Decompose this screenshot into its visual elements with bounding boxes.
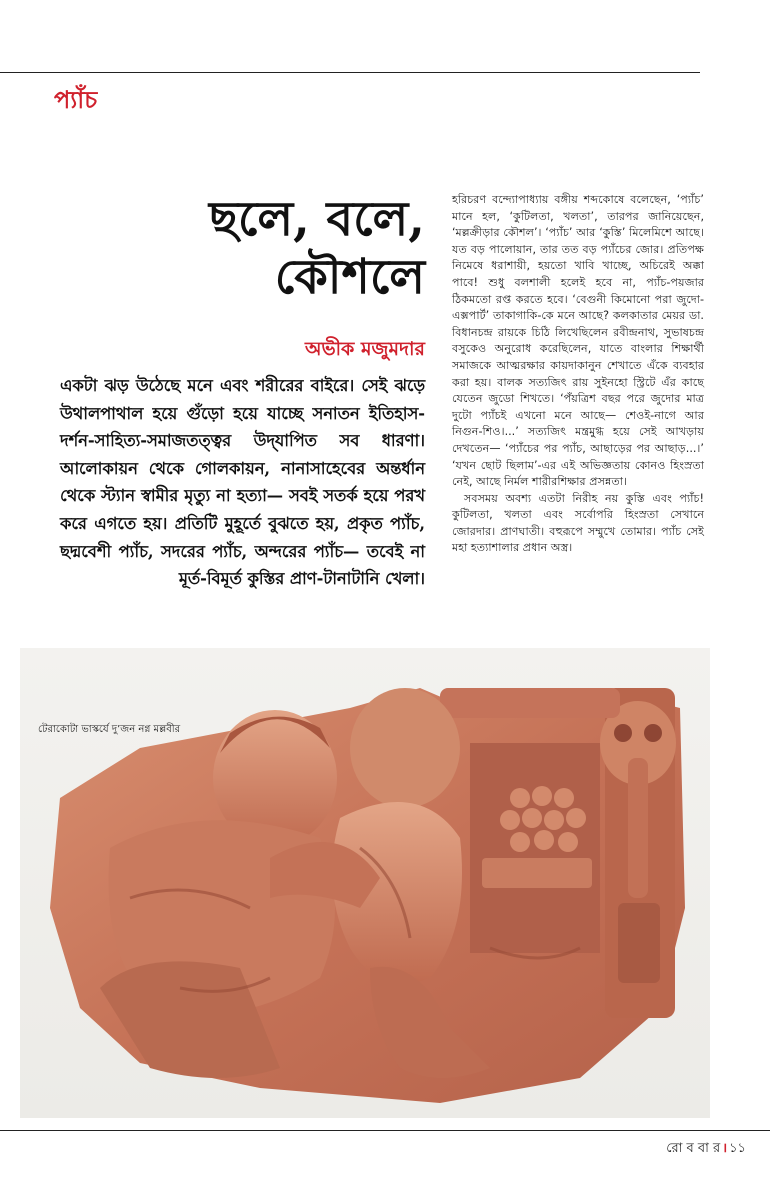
byline: অভীক মজুমদার (305, 338, 425, 360)
photo-caption: টেরাকোটা ভাস্কর্যে দু’জন নগ্ন মল্লবীর (38, 724, 181, 735)
body-paragraph-1: হরিচরণ বন্দ্যোপাধ্যায় বঙ্গীয় শব্দকোষে বলেছেন, ‘প্যাঁচ’ মানে হল, ‘কুটিলতা, খলতা’, তারপর জানিয়েছেন, ‘মল্লক্রীড়ার কৌশল’। ‘প্যাঁচ’ আর ‘কুস্তি’ মিলেমিশে আছে। যত বড় পালোয়ান, তার তত বড় প্যাঁচের জোর। প্রতিপক্ষ নিমেষে ধরাশায়ী, হয়তো খাবি খাচ্ছে, অচিরেই অক্কা পাবে! শুধু বলশালী হলেই হবে না, প্যাঁচ-পয়জার ঠিকমতো রপ্ত করতে হবে। ‘বেগুনী কিমোনো পরা জুদো-এক্সপার্ট’ তাকাগাকি-কে মনে আছে? কলকাতার মেয়র ডা. বিধানচন্দ্র রায়কে চিঠি লিখেছিলেন রবীন্দ্রনাথ, সুভাষচন্দ্র বসুকেও অনুরোধ করেছিলেন, যাতে বাংলার শিক্ষার্থী সমাজকে আত্মরক্ষার কায়দাকানুন শেখাতে এঁকে ব্যবহার করা হয়। বালক সত্যজিৎ রায় সুইনহো স্ট্রিটে এঁর কাছে যেতেন জুডো শিখতে। ‘পঁয়ত্রিশ বছর পরে জুদোর মাত্র দুটো প্যাঁচই এখনো মনে আছে— শেওই-নাগে আর নিগুন-শিও।...’ সত্যজিৎ মন্ত্রমুগ্ধ হয়ে সেই আখড়ায় দেখতেন— ‘প্যাঁচের পর প্যাঁচ, আছাড়ের পর আছাড়...।’ ‘যখন ছোট ছিলাম’-এর এই অভিজ্ঞতায় কোনও হিংস্রতা নেই, আছে নির্মল শারীরশিক্ষার প্রসন্নতা। (452, 193, 704, 489)
terracotta-sculpture-photo (20, 648, 710, 1118)
bottom-rule (0, 1130, 770, 1131)
page-number: ১১ (729, 1141, 746, 1156)
page-footer (666, 1138, 746, 1160)
body-paragraph-2: সবসময় অবশ্য এতটা নিরীহ নয় কুস্তি এবং প্যাঁচ! কুটিলতা, খলতা এবং সর্বোপরি হিংস্রতা সেখানে জোরদার। প্রাণঘাতী। বহুরূপে সম্মুখে তোমার। প্যাঁচ সেই মহা হত্যাশালার প্রধান অস্ত্র। (452, 491, 704, 555)
headline (150, 190, 425, 306)
footer-separator: । (722, 1141, 728, 1156)
section-label: প্যাঁচ (54, 86, 98, 114)
headline-line-2: কৌশলে (274, 249, 425, 305)
terracotta-sculpture-image (20, 648, 710, 1118)
intro-paragraph: একটা ঝড় উঠেছে মনে এবং শরীরের বাইরে। সেই ঝড়ে উথালপাথাল হয়ে গুঁড়ো হয়ে যাচ্ছে সনাতন ইতিহাস-দর্শন-সাহিত্য-সমাজতত্ত্বর উদ্‌যাপিত সব ধারণা। আলোকায়ন থেকে গোলকায়ন, নানাসাহেবের অন্তর্ধান থেকে স্ট্যান স্বামীর মৃত্যু না হত্যা— সবই সতর্ক হয়ে পরখ করে এগতে হয়। প্রতিটি মুহূর্তে বুঝতে হয়, প্রকৃত প্যাঁচ, ছদ্মবেশী প্যাঁচ, সদরের প্যাঁচ, অন্দরের প্যাঁচ— তবেই না মূর্ত-বিমূর্ত কুস্তির প্রাণ-টানাটানি খেলা। (60, 376, 425, 589)
body-column (452, 192, 704, 557)
magazine-name: রো ব বা র (666, 1141, 721, 1156)
headline-line-1: ছলে, বলে, (208, 191, 425, 247)
top-rule (0, 72, 700, 73)
